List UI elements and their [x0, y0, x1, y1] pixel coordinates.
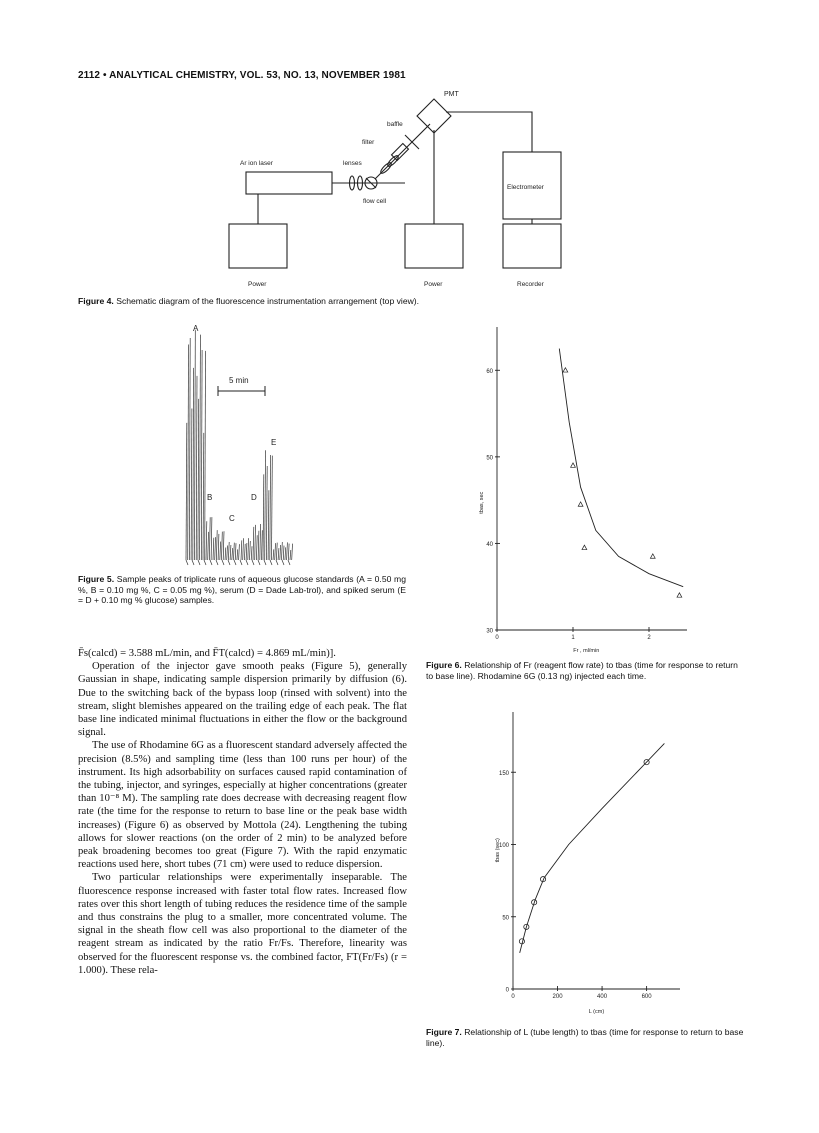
paragraph-2: Operation of the injector gave smooth peaks (Figure 5), generally Gaussian in shape, indicating sample dispersion primarily by diffusion (6). Due to the switching back of the bypass loop (rinsed with solvent) into the stream, slight blemishes appeared on the trailing edge of each peak. The flat base line indicated minimal fluctuations in either the flow or the background signal.: [78, 661, 407, 739]
label-baffle: baffle: [387, 121, 403, 128]
figure-7-caption-text: Relationship of L (tube length) to tbas (time for response to return to base line).: [426, 1027, 744, 1048]
fig6-ytick-label-50: 50: [486, 455, 493, 462]
label-recorder: Recorder: [517, 281, 544, 288]
fig7-ylabel: tbas (sec): [495, 838, 501, 863]
paragraph-3: The use of Rhodamine 6G as a fluorescent standard adversely affected the precision (8.5%) and sampling time (less than 100 runs per hour) of the instrument. Its high adsorbability on surfaces caused rapid contamination of the tubing, injector, and syringes, especially at higher concentrations (greater than 10⁻⁸ M). The sampling rate does decrease with decreasing reagent flow rate (the time for the response to return to base line or the peak base width increases) (Figure 6) as observed by Mottola (24). Lengthening the tubing allows for slower reactions (on the order of 2 min) to be analyzed before peak broadening becomes too great (Figure 7). With the rapid enzymatic reactions used here, short tubes (71 cm) were used to reduce dispersion.: [78, 740, 407, 871]
figure-6-caption-label: Figure 6.: [426, 660, 462, 670]
fig6-ytick-label-30: 30: [486, 628, 493, 635]
fig7-xtick-label-200: 200: [552, 994, 563, 1000]
label-pmt: PMT: [444, 91, 459, 98]
figure-7-caption: [426, 1027, 746, 1048]
fig7-ytick-label-150: 150: [498, 770, 509, 777]
figure-5-caption-label: Figure 5.: [78, 574, 115, 584]
label-power-1: Power: [248, 281, 267, 288]
figure-4-caption-text: Schematic diagram of the fluorescence instrumentation arrangement (top view).: [116, 296, 420, 306]
fig7-ytick-label-50: 50: [502, 915, 509, 922]
fig7-ytick-label-100: 100: [498, 843, 509, 849]
fig7-xtick-label-400: 400: [597, 994, 608, 1000]
fig7-xtick-label-600: 600: [641, 994, 652, 1000]
fig6-xtick-label-2: 2: [647, 635, 651, 641]
figure-7-caption-label: Figure 7.: [426, 1027, 462, 1037]
label-laser: Ar ion laser: [240, 160, 273, 167]
label-power-2: Power: [424, 281, 443, 288]
peak-label-b: B: [207, 493, 213, 502]
fig6-ytick-label-60: 60: [486, 368, 493, 375]
running-header: 2112 • ANALYTICAL CHEMISTRY, VOL. 53, NO. 13, NOVEMBER 1981: [78, 70, 406, 81]
peak-label-a: A: [193, 324, 199, 333]
fig6-xtick-label-0: 0: [495, 635, 499, 641]
label-lenses: lenses: [343, 160, 362, 167]
body-text: [78, 647, 407, 977]
fig7-fit-curve: [520, 743, 665, 953]
fig6-xtick-label-1: 1: [571, 635, 575, 641]
fig7-ytick-label-0: 0: [505, 987, 509, 994]
paragraph-4: Two particular relationships were experimentally inseparable. The fluorescence response increased with faster total flow rates. Increased flow rates over this short length of tubing reduces the residence time of the sample and thus constrains the plug to a smaller, more concentrated volume. The signal in the sheath flow cell was also proportional to the diameter of the reagent stream as indicated by the ratio Fr/Fs. Therefore, linearity was observed for the fluorescent response vs. the combined factor, FT(Fr/Fs) (r = 1.000). These rela-: [78, 872, 407, 976]
fig6-ylabel: tbas, sec: [479, 491, 485, 514]
label-flowcell: flow cell: [363, 198, 387, 205]
fig6-xlabel: Fr , ml/min: [573, 648, 600, 654]
peak-label-d: D: [251, 493, 257, 502]
peak-label-c: C: [229, 514, 235, 523]
figure-4-caption-label: Figure 4.: [78, 296, 114, 306]
paragraph-1: F̄s(calcd) = 3.588 mL/min, and F̄T(calcd) = 4.869 mL/min)].: [78, 648, 336, 659]
figure-5-caption-text: Sample peaks of triplicate runs of aqueous glucose standards (A = 0.50 mg %, B = 0.10 mg %, C = 0.05 mg %), serum (D = Dade Lab-trol), and spiked serum (E = D + 0.10 mg % glucose) samples.: [78, 574, 406, 606]
label-filter: filter: [362, 139, 375, 146]
fig7-xlabel: L (cm): [588, 1009, 605, 1015]
peak-label-e: E: [271, 438, 277, 447]
figure-6-caption-text: Relationship of Fr (reagent flow rate) to tbas (time for response to return to base line). Rhodamine 6G (0.13 ng) injected each time.: [426, 660, 738, 681]
label-electrometer: Electrometer: [507, 184, 544, 191]
fig6-ytick-label-40: 40: [486, 541, 493, 548]
scale-label: 5 min: [229, 376, 249, 385]
fig7-xtick-label-0: 0: [511, 994, 515, 1000]
